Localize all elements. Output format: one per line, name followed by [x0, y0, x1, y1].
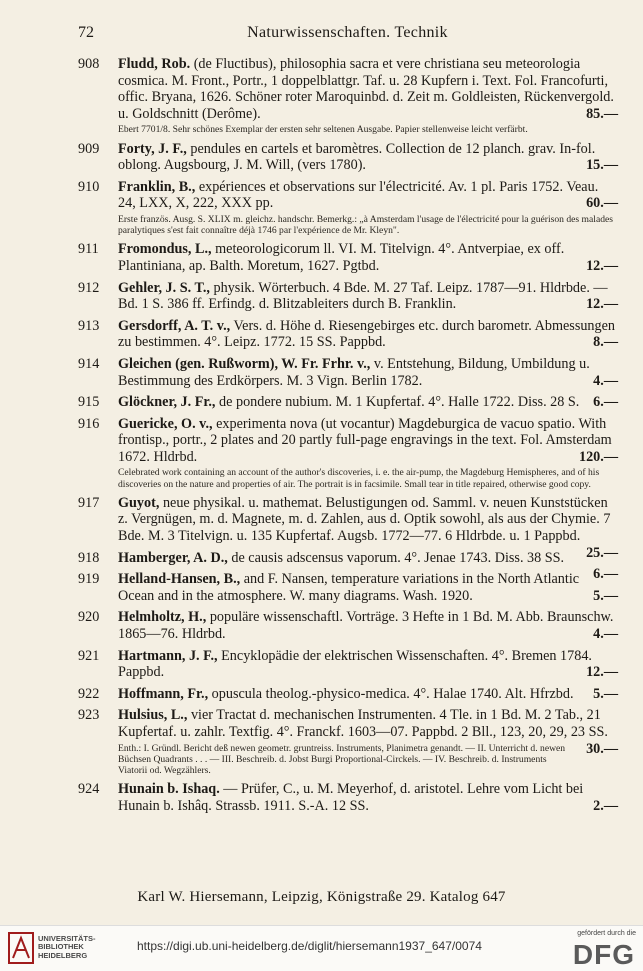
entry-number: 924	[78, 781, 100, 798]
catalog-entry	[78, 571, 618, 604]
entry-description: Encyklopädie der elektrischen Wissenschaften. 4°. Bremen 1784. Pappbd.	[118, 647, 592, 681]
viewer-bar	[0, 925, 643, 971]
entry-number: 916	[78, 415, 100, 432]
entry-note: Celebrated work containing an account of the author's discoveries, i. e. the air-pump, the Magdeburg Hemispheres, and of his discoveries on the nature and properties of air. The portrait is in facsimile. Small tear in title repaired, otherwise good copy.	[118, 467, 600, 490]
entry-author: Hunain b. Ishaq.	[118, 781, 220, 798]
entry-price: 12.—	[586, 257, 618, 274]
entry-author: Fludd, Rob.	[118, 56, 191, 72]
entry-note: Enth.: I. Gründl. Bericht deß newen geometr. gruntreiss. Instruments, Planimetra genandt. — II. Unterricht d. newen Büchsen Quadrants . . . — III. Beschreib. d. Jobst Burgi Proportional-Circkels. — IV. Beschreib. d. Instruments Viatorii od. Wegzählers.	[118, 742, 566, 777]
library-seal-icon	[8, 932, 34, 964]
entry-number: 919	[78, 571, 100, 588]
entry-number: 910	[78, 178, 100, 195]
entry-number: 911	[78, 241, 99, 258]
catalog-entry	[78, 394, 618, 411]
entry-price: 85.—	[586, 105, 618, 122]
catalog-footer: Karl W. Hiersemann, Leipzig, Königstraße 29. Katalog 647	[137, 889, 506, 905]
catalog-entry	[78, 686, 618, 703]
entry-description: de causis adscensus vaporum. 4°. Jenae 1743. Diss. 38 SS.	[227, 549, 565, 566]
funding-note: gefördert durch die	[577, 930, 636, 937]
entry-author: Franklin, B.,	[118, 178, 196, 195]
page-header	[78, 24, 617, 46]
catalog-entry	[78, 56, 618, 136]
entry-author: Fromondus, L.,	[118, 241, 212, 258]
catalog-entry	[78, 609, 618, 642]
entry-number: 915	[78, 394, 100, 411]
entry-description: expériences et observations sur l'électricité. Av. 1 pl. Paris 1752. Veau. 24, LXX, X, 222, XXX pp.	[118, 178, 599, 212]
entry-author: Hoffmann, Fr.,	[118, 685, 209, 702]
entry-note: Erste französ. Ausg. S. XLIX m. gleichz. handschr. Bemerkg.: „à Amsterdam l'usage de l'électricité pour la guérison des malades paralytiques s'est fait connaître déjà 1746 par l'expérience de Mr. Kleyn".	[118, 213, 613, 237]
library-name-line: BIBLIOTHEK	[38, 942, 84, 952]
entry-description: pendules en cartels et baromètres. Collection de 12 planch. grav. In-fol. oblong. Augsbourg, J. M. Will, (vers 1780).	[118, 140, 596, 174]
catalog-entry	[78, 318, 618, 351]
entry-description: v. Entstehung, Bildung, Umbildung u. Bestimmung des Erdkörpers. M. 3 Vign. Berlin 1782.	[118, 355, 590, 389]
entry-author: Forty, J. F.,	[118, 140, 187, 157]
catalog-entry	[78, 280, 618, 313]
entry-description: neue physikal. u. mathemat. Belustigungen od. Samml. v. neuen Kunststücken z. Vergnügen, m. d. Magnete, m. d. Zahlen, aus d. Optik sowohl, als aus der Chymie. 7 Bde. M. 3 Titelvign. u. 135 Kupfertaf. Augsb. 1772—77. 6 Hldrbde. u. 1 Pappbd.	[118, 494, 611, 545]
page-number: 72	[78, 24, 94, 41]
catalog-entry	[78, 648, 618, 681]
entry-price: 120.—	[578, 448, 618, 465]
catalog-entry	[78, 356, 618, 389]
entry-number: 909	[78, 140, 100, 157]
catalog-entry	[78, 781, 618, 814]
entry-price: 2.—	[593, 797, 618, 814]
entry-description: and F. Nansen, temperature variations in the North Atlantic Ocean and in the atmosphere. W. many diagrams. Wash. 1920.	[118, 571, 580, 604]
entry-description: Vers. d. Höhe d. Riesengebirges etc. durch barometr. Abmessungen zu bestimmen. 4°. Leipz. 1772. 15 SS. Pappbd.	[118, 317, 616, 351]
entry-list	[78, 56, 618, 819]
entry-author: Gersdorff, A. T. v.,	[118, 317, 231, 334]
catalog-entry	[78, 416, 618, 490]
entry-description: opuscula theolog.-physico-medica. 4°. Halae 1740. Alt. Hfrzbd.	[208, 685, 574, 702]
entry-author: Hamberger, A. D.,	[118, 549, 228, 566]
entry-price: 12.—	[586, 296, 618, 313]
entry-author: Helland-Hansen, B.,	[118, 571, 241, 588]
entry-number: 913	[78, 317, 100, 334]
entry-number: 921	[78, 647, 100, 664]
entry-description: experimenta nova (ut vocantur) Magdeburgica de vacuo spatio. With frontisp., portr., 2 plates and 20 partly full-page engravings in the text. Fol. Amsterdam 1672. Hldrbd.	[118, 415, 612, 465]
entry-price: 4.—	[593, 372, 618, 389]
entry-author: Gehler, J. S. T.,	[118, 279, 210, 296]
entry-description: meteorologicorum ll. VI. M. Titelvign. 4°. Antverpiae, ex off. Plantiniana, ap. Balth. Moretum, 1627. Pgtbd.	[118, 241, 565, 274]
entry-note: Ebert 7701/8. Sehr schönes Exemplar der ersten sehr seltenen Ausgabe. Papier stellenweise leicht verfärbt.	[118, 124, 528, 136]
page-title: Naturwissenschaften. Technik	[247, 24, 448, 41]
entry-description: (de Fluctibus), philosophia sacra et vere christiana seu meteorologia cosmica. M. Front., Portr., 1 doppelblattgr. Taf. u. 28 Kupfern i. Text. Fol. Francofurti, offic. Bryana, 1626. Schöner roter Maroquinbd. d. Zeit m. Goldleisten, Rückenvergold. u. Goldschnitt (Derôme).	[118, 56, 614, 122]
catalog-entry	[78, 241, 618, 274]
entry-number: 917	[78, 494, 100, 511]
entry-description: de pondere nubium. M. 1 Kupfertaf. 4°. Halle 1722. Diss. 28 S.	[215, 394, 580, 411]
entry-author: Guyot,	[118, 494, 160, 511]
library-name-line: UNIVERSITÄTS-	[38, 934, 96, 943]
entry-number: 914	[78, 355, 100, 372]
entry-price: 5.—	[593, 685, 618, 702]
entry-price: 6.—	[593, 394, 618, 411]
entry-number: 920	[78, 609, 100, 626]
catalog-entry	[78, 179, 618, 237]
entry-author: Hulsius, L.,	[118, 707, 188, 724]
entry-number: 922	[78, 685, 100, 702]
dfg-logo[interactable]: DFG	[572, 939, 635, 970]
permalink-url[interactable]: https://digi.ub.uni-heidelberg.de/diglit/hiersemann1937_647/0074	[137, 939, 482, 953]
entry-author: Gleichen (gen. Rußworm), W. Fr. Frhr. v.,	[118, 355, 371, 372]
entry-price: 12.—	[586, 664, 618, 681]
library-name-line: HEIDELBERG	[38, 950, 88, 960]
entry-number: 923	[78, 707, 100, 724]
entry-description: populäre wissenschaftl. Vorträge. 3 Hefte in 1 Bd. M. Abb. Braunschw. 1865—76. Hldrbd.	[118, 609, 614, 643]
entry-price: 60.—	[586, 195, 618, 212]
entry-number: 912	[78, 279, 100, 296]
entry-price: 8.—	[593, 334, 618, 351]
entry-price: 5.—	[593, 587, 618, 604]
entry-author: Helmholtz, H.,	[118, 609, 207, 626]
entry-number: 908	[78, 56, 100, 72]
entry-author: Hartmann, J. F.,	[118, 647, 218, 664]
library-name	[38, 935, 96, 960]
entry-description: vier Tractat d. mechanischen Instrumenten. 4 Tle. in 1 Bd. M. 2 Tab., 21 Kupfertaf. u. zahlr. Textfig. 4°. Franckf. 1603—07. Pappbd. 2 Bll., 123, 20, 29, 23 SS.	[118, 707, 608, 741]
catalog-entry	[78, 707, 618, 776]
catalog-entry	[78, 141, 618, 174]
entry-description: — Prüfer, C., u. M. Meyerhof, d. aristotel. Lehre vom Licht bei Hunain b. Ishâq. Strassb. 1911. S.-A. 12 SS.	[118, 781, 584, 814]
entry-price: 30.—	[586, 740, 618, 757]
entry-price: 4.—	[593, 626, 618, 643]
entry-price: 6.—	[593, 566, 618, 583]
entry-price: 25.—	[586, 544, 618, 561]
entry-number: 918	[78, 549, 100, 566]
entry-author: Guericke, O. v.,	[118, 415, 213, 432]
entry-description: physik. Wörterbuch. 4 Bde. M. 27 Taf. Leipz. 1787—91. Hldrbde. — Bd. 1 S. 386 ff. Erfindg. d. Blitzableiters durch B. Franklin.	[118, 279, 608, 313]
entry-author: Glöckner, J. Fr.,	[118, 394, 216, 411]
entry-price: 15.—	[586, 157, 618, 174]
